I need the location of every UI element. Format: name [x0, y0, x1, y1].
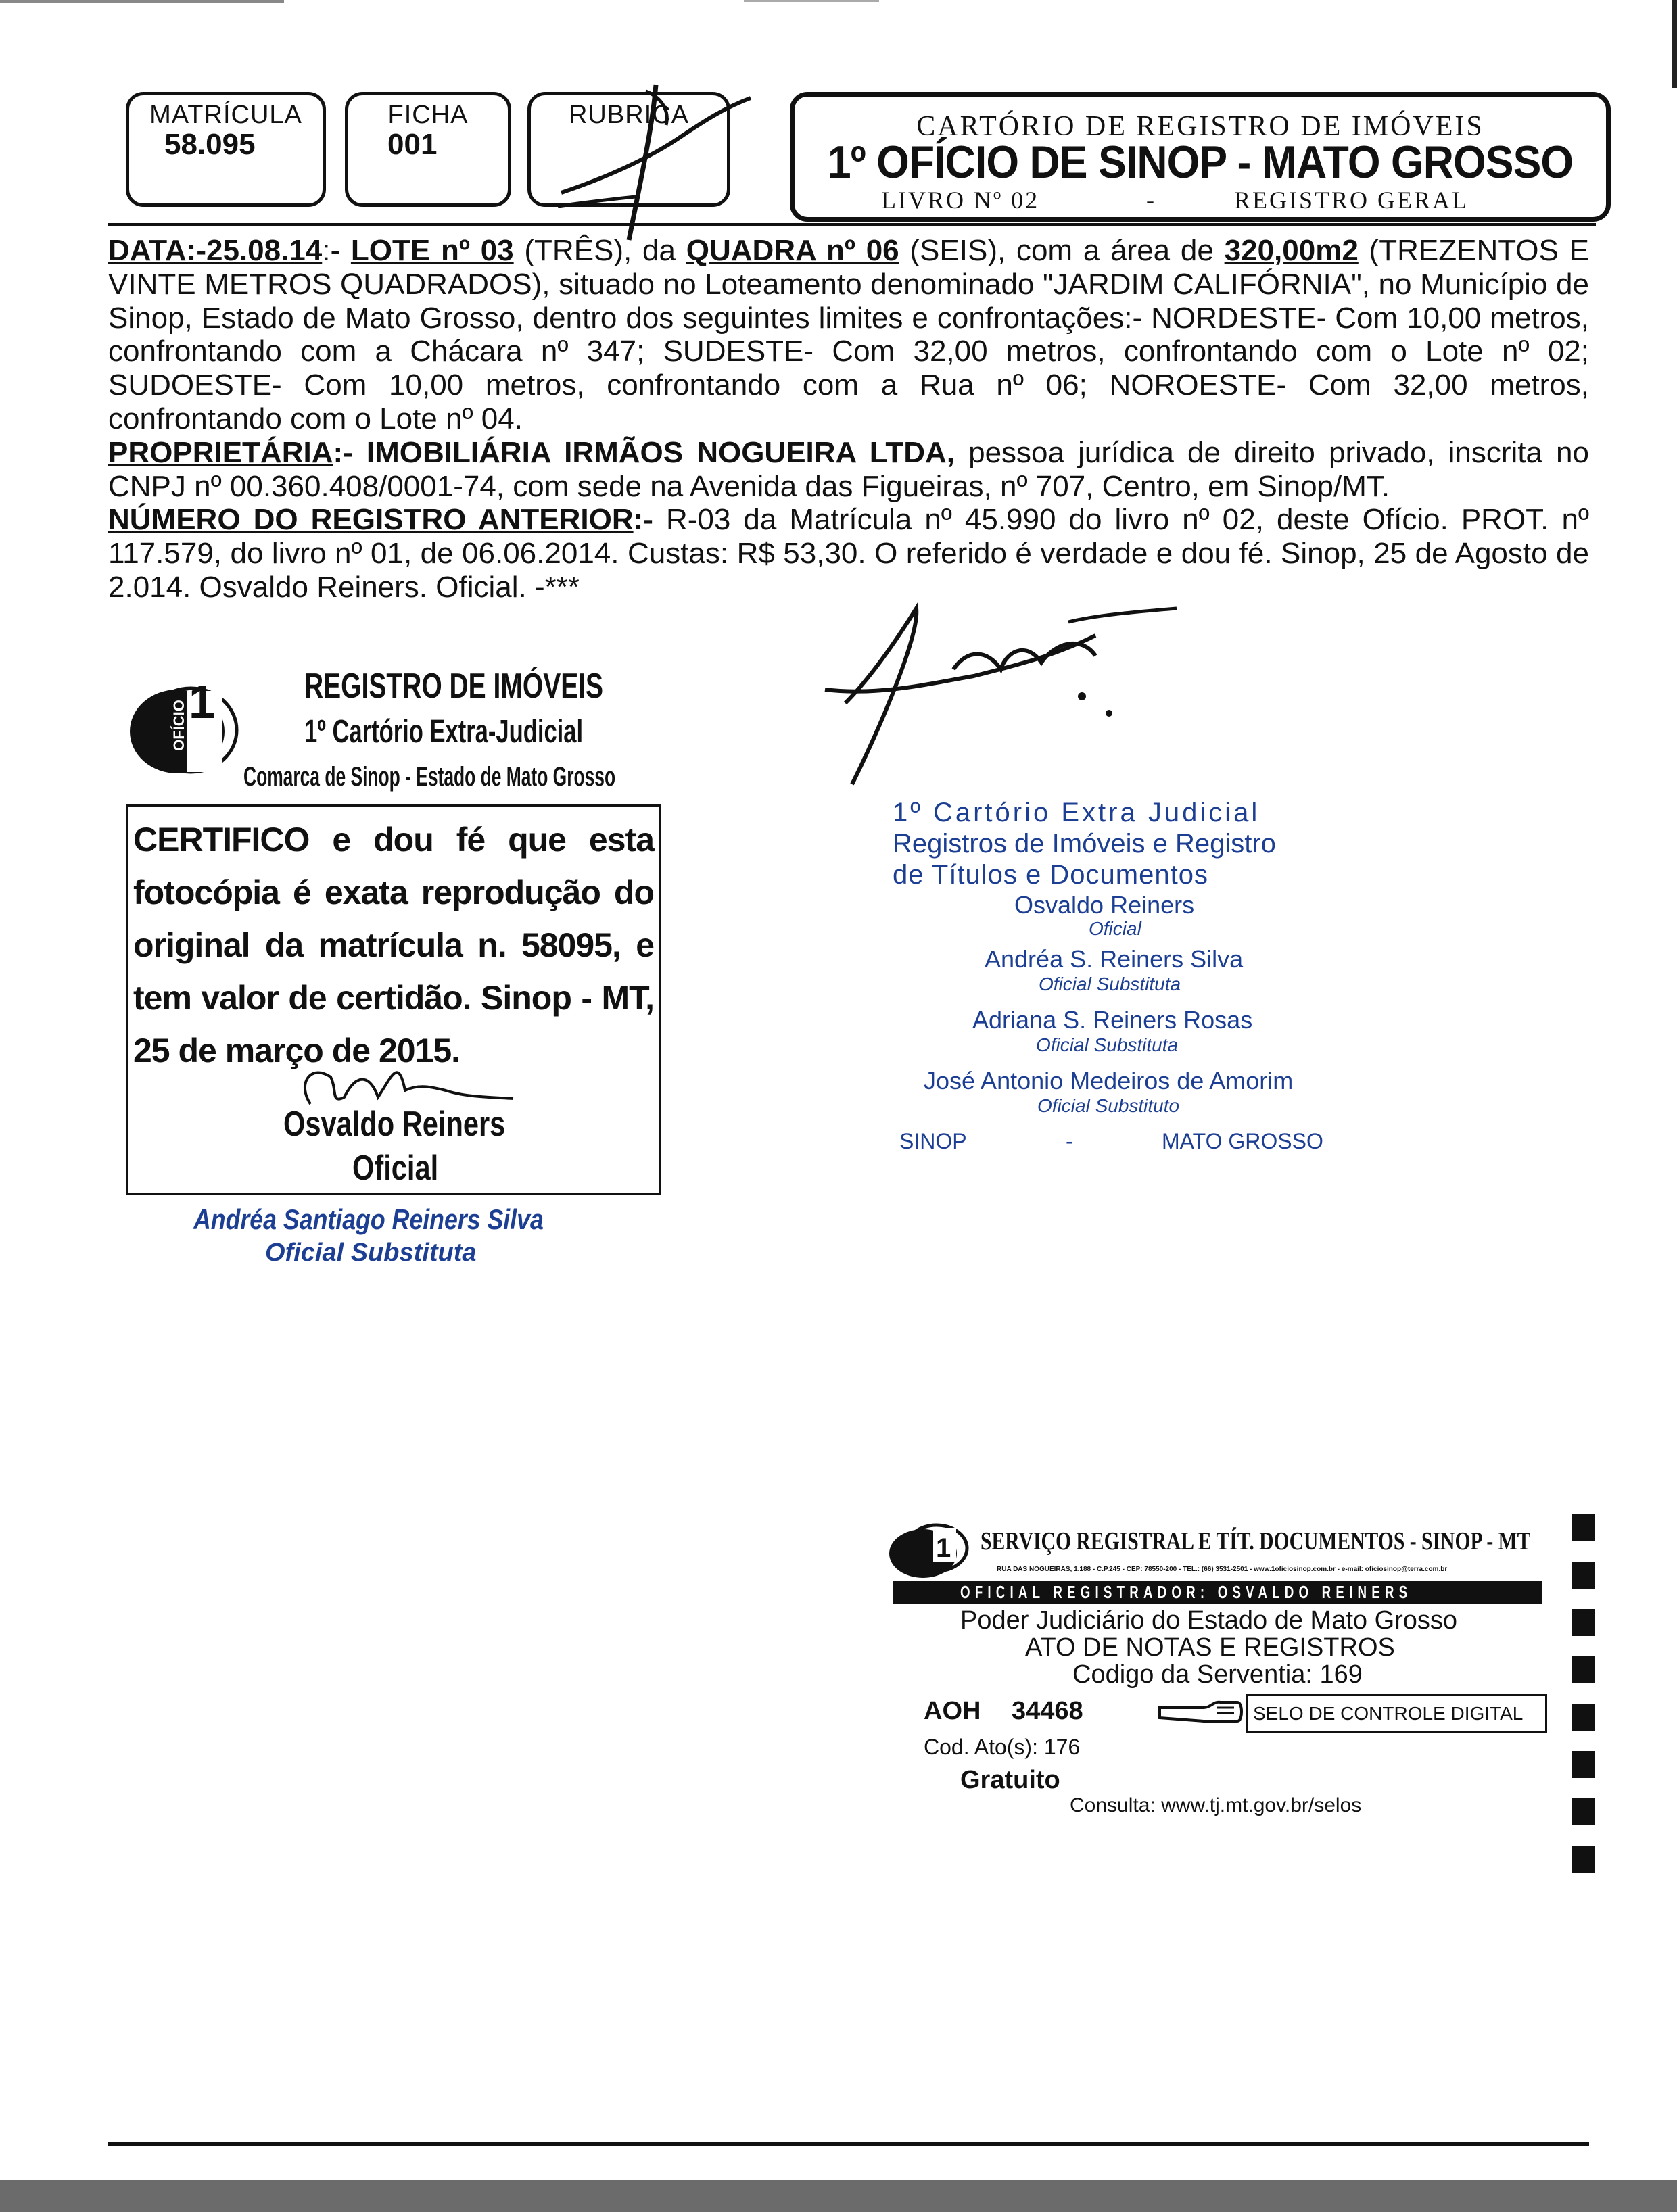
- right-stamp-sep: -: [1066, 1129, 1073, 1153]
- logo-text: OFÍCIO: [170, 700, 187, 751]
- seal-selo: SELO DE CONTROLE DIGITAL: [1253, 1703, 1524, 1724]
- scan-mark: [744, 0, 879, 2]
- right-stamp: [893, 798, 1379, 1153]
- certificate-signer-title: Oficial: [352, 1149, 439, 1188]
- seal-codigo: Codigo da Serventia: 169: [1072, 1660, 1363, 1689]
- right-stamp-person1: Osvaldo Reiners: [1014, 891, 1195, 919]
- rubrica-label: RUBRICA: [568, 101, 690, 129]
- right-stamp-line2: Registros de Imóveis e Registro: [893, 829, 1276, 859]
- registry-stamp: [125, 666, 666, 801]
- ficha-box: [345, 92, 511, 207]
- record-sep: :-: [322, 234, 351, 267]
- substitute-name: Andréa Santiago Reiners Silva: [193, 1203, 544, 1235]
- office-logo: [126, 676, 248, 777]
- right-stamp-person4: José Antonio Medeiros de Amorim: [924, 1067, 1294, 1095]
- office-line2: 1º OFÍCIO DE SINOP - MATO GROSSO: [827, 137, 1574, 188]
- record-quadra: QUADRA nº 06: [686, 234, 899, 267]
- seal-selo-box: [1246, 1694, 1547, 1733]
- stamp-title: REGISTRO DE IMÓVEIS: [304, 667, 604, 706]
- seal-serial-prefix: AOH: [924, 1697, 981, 1725]
- right-stamp-city: SINOP: [899, 1129, 967, 1153]
- right-stamp-line3: de Títulos e Documentos: [893, 860, 1208, 890]
- office-line3-sep: -: [1146, 187, 1154, 214]
- record-paragraph-2: [108, 436, 1589, 504]
- stamp-comarca: Comarca de Sinop - Estado de Mato Grosso: [243, 762, 616, 792]
- certificate-text: CERTIFICO e dou fé que esta fotocópia é exata reprodução do original da matrícula n. 58095, e tem valor de certidão. Sinop - MT, 25 de março de 2015.: [133, 821, 654, 1069]
- scan-edge: [1672, 0, 1677, 88]
- record-text: (SEIS), com a área de: [899, 234, 1225, 267]
- header-rule: [108, 223, 1596, 226]
- svg-text:1: 1: [936, 1533, 951, 1563]
- scan-bottom-band: [0, 2180, 1677, 2212]
- seal-logo-icon: [886, 1520, 974, 1581]
- official-signature: [798, 595, 1204, 798]
- right-stamp-line1: 1º Cartório Extra Judicial: [893, 798, 1260, 827]
- seal-poder: Poder Judiciário do Estado de Mato Grosso: [960, 1606, 1458, 1635]
- ficha-value: 001: [387, 128, 438, 161]
- office-line1: CARTÓRIO DE REGISTRO DE IMÓVEIS: [916, 111, 1484, 142]
- record-paragraph-1: [108, 234, 1589, 436]
- record-lote: LOTE nº 03: [350, 234, 514, 267]
- certificate-signer-name: Osvaldo Reiners: [283, 1105, 506, 1144]
- matricula-box: [126, 92, 326, 207]
- matricula-value: 58.095: [164, 128, 256, 161]
- footer-rule: [108, 2142, 1589, 2146]
- right-stamp-title1: Oficial: [1089, 918, 1141, 939]
- pointing-hand-icon: [1156, 1694, 1244, 1728]
- record-area: 320,00m2: [1224, 234, 1359, 267]
- record-body: [108, 234, 1589, 604]
- certificate-box: [126, 804, 661, 1195]
- scan-mark: [0, 0, 284, 3]
- record-date: DATA:-25.08.14: [108, 234, 323, 267]
- owner-text: pessoa jurídica de direito privado, inscrita no CNPJ nº 00.360.408/0001-74, com sede na Avenida das Figueiras, nº 707, Centro, em Sinop/MT.: [108, 435, 1589, 503]
- right-stamp-person3: Adriana S. Reiners Rosas: [972, 1006, 1253, 1034]
- substitute-title: Oficial Substituta: [265, 1239, 477, 1267]
- seal-serial-number: 34468: [1012, 1697, 1083, 1725]
- office-title-box: [790, 92, 1611, 222]
- seal-registrar-bar: [893, 1581, 1542, 1604]
- right-stamp-state: MATO GROSSO: [1162, 1129, 1323, 1153]
- logo-numeral: 1: [189, 675, 215, 728]
- right-stamp-person2: Andréa S. Reiners Silva: [985, 945, 1244, 973]
- owner-name: IMOBILIÁRIA IRMÃOS NOGUEIRA LTDA,: [366, 435, 955, 469]
- stamp-subtitle: 1º Cartório Extra-Judicial: [304, 714, 584, 750]
- owner-label: PROPRIETÁRIA: [108, 435, 333, 469]
- right-stamp-title3: Oficial Substituta: [1036, 1034, 1179, 1055]
- record-text: (TREZENTOS E VINTE METROS QUADRADOS), situado no Loteamento denominado "JARDIM CALIFÓRNIA", no Município de Sinop, Estado de Mato Grosso, dentro dos seguintes limites e confrontações:- NORDESTE- Com 10,00 metros, confrontando com a Chácara nº 347; SUDESTE- Com 32,00 metros, confrontando com o Lote nº 02; SUDOESTE- Com 10,00 metros, confrontando com a Rua nº 06; NOROESTE- Com 32,00 metros, confrontando com o Lote nº 04.: [108, 234, 1589, 435]
- office-line3-left: LIVRO Nº 02: [881, 187, 1040, 214]
- seal-gratuito: Gratuito: [960, 1766, 1060, 1794]
- seal-cod-ato: Cod. Ato(s): 176: [924, 1735, 1081, 1759]
- matricula-label: MATRÍCULA: [149, 101, 302, 129]
- seal-consulta: Consulta: www.tj.mt.gov.br/selos: [1070, 1794, 1362, 1817]
- seal-registrar: OFICIAL REGISTRADOR: OSVALDO REINERS: [960, 1582, 1413, 1602]
- previous-record-sep: :-: [633, 503, 666, 537]
- right-stamp-title2: Oficial Substituta: [1039, 973, 1181, 994]
- seal-address: RUA DAS NOGUEIRAS, 1.188 - C.P.245 - CEP: 78550-200 - TEL.: (66) 3531-2501 - www.1oficiosinop.com.br - e-mail: oficiosinop@terra.com.br: [997, 1566, 1448, 1573]
- owner-sep: :-: [333, 435, 367, 469]
- seal-ato: ATO DE NOTAS E REGISTROS: [1025, 1633, 1395, 1662]
- previous-record-label: NÚMERO DO REGISTRO ANTERIOR: [108, 503, 634, 537]
- record-text: (TRÊS), da: [513, 234, 686, 267]
- digital-seal: [886, 1520, 1589, 1824]
- scan-edge-marks: [1572, 1514, 1595, 1879]
- right-stamp-title4: Oficial Substituto: [1037, 1095, 1180, 1116]
- seal-service: SERVIÇO REGISTRAL E TÍT. DOCUMENTOS - SINOP - MT: [981, 1527, 1531, 1556]
- record-paragraph-3: [108, 503, 1589, 604]
- ficha-label: FICHA: [387, 101, 469, 129]
- office-line3-right: REGISTRO GERAL: [1234, 187, 1469, 214]
- previous-record-text: R-03 da Matrícula nº 45.990 do livro nº 02, deste Ofício. PROT. nº 117.579, do livro nº 01, de 06.06.2014. Custas: R$ 53,30. O referido é verdade e dou fé. Sinop, 25 de Agosto de 2.014. Osvaldo Reiners. Oficial. -***: [108, 503, 1589, 604]
